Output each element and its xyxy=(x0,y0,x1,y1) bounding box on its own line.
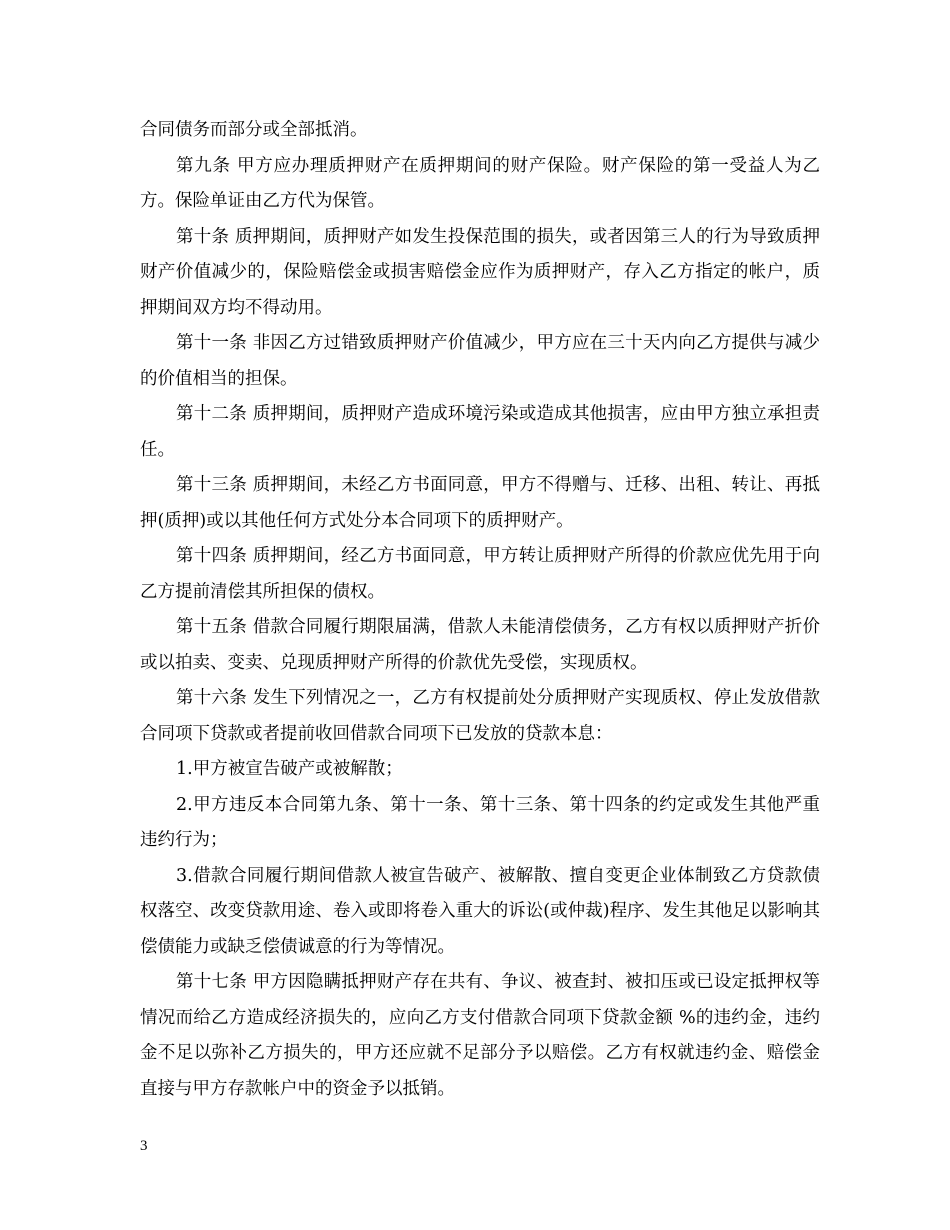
article-14: 第十四条 质押期间，经乙方书面同意，甲方转让质押财产所得的价款应优先用于向乙方提前清偿其所担保的债权。 xyxy=(140,546,820,602)
paragraph-continuation: 合同债务而部分或全部抵消。 xyxy=(140,120,368,140)
article-9: 第九条 甲方应办理质押财产在质押期间的财产保险。财产保险的第一受益人为乙方。保险单证由乙方代为保管。 xyxy=(140,155,820,211)
article-16: 第十六条 发生下列情况之一，乙方有权提前处分质押财产实现质权、停止发放借款合同项下贷款或者提前收回借款合同项下已发放的贷款本息： xyxy=(140,688,820,744)
article-17: 第十七条 甲方因隐瞒抵押财产存在共有、争议、被查封、被扣压或已设定抵押权等情况而给乙方造成经济损失的，应向乙方支付借款合同项下贷款金额 %的违约金，违约金不足以弥补乙方损失的，甲方还应就不足部分予以赔偿。乙方有权就违约金、赔偿金直接与甲方存款帐户中的资金予以抵销。 xyxy=(140,972,820,1099)
article-13: 第十三条 质押期间，未经乙方书面同意，甲方不得赠与、迁移、出租、转让、再抵押(质押)或以其他任何方式处分本合同项下的质押财产。 xyxy=(140,475,820,531)
article-15: 第十五条 借款合同履行期限届满，借款人未能清偿债务，乙方有权以质押财产折价或以拍卖、变卖、兑现质押财产所得的价款优先受偿，实现质权。 xyxy=(140,617,820,673)
article-10: 第十条 质押期间，质押财产如发生投保范围的损失，或者因第三人的行为导致质押财产价值减少的，保险赔偿金或损害赔偿金应作为质押财产，存入乙方指定的帐户，质押期间双方均不得动用。 xyxy=(140,226,820,318)
article-16-item-3: 3.借款合同履行期间借款人被宣告破产、被解散、擅自变更企业体制致乙方贷款债权落空、改变贷款用途、卷入或即将卷入重大的诉讼(或仲裁)程序、发生其他足以影响其偿债能力或缺乏偿债诚意的行为等情况。 xyxy=(140,865,820,957)
page-number: 3 xyxy=(140,1138,148,1154)
article-16-item-1: 1.甲方被宣告破产或被解散； xyxy=(176,759,403,779)
article-11: 第十一条 非因乙方过错致质押财产价值减少，甲方应在三十天内向乙方提供与减少的价值相当的担保。 xyxy=(140,333,820,389)
article-12: 第十二条 质押期间，质押财产造成环境污染或造成其他损害，应由甲方独立承担责任。 xyxy=(140,404,820,460)
article-16-item-2: 2.甲方违反本合同第九条、第十一条、第十三条、第十四条的约定或发生其他严重违约行为； xyxy=(140,794,820,850)
document-body xyxy=(140,113,820,1107)
